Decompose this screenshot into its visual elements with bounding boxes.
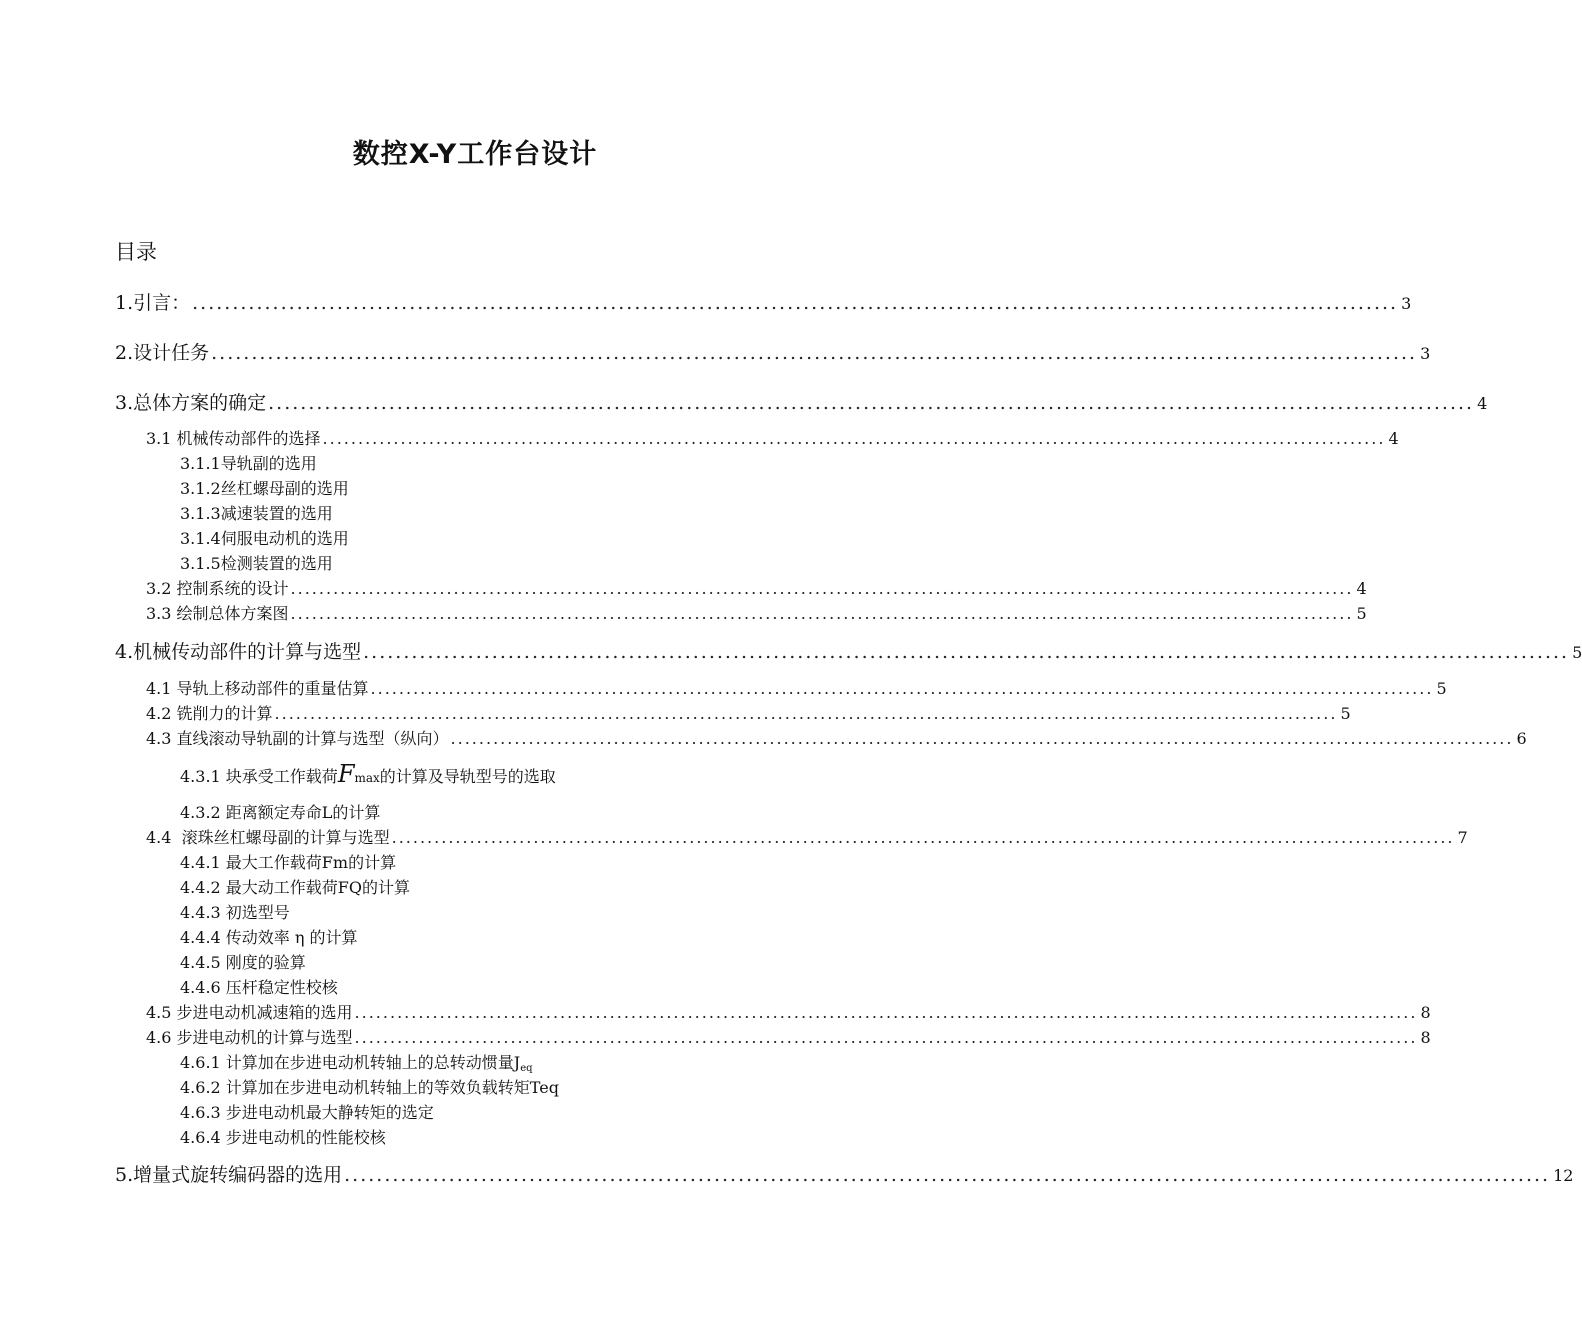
toc-page-number: 4 (1477, 394, 1488, 413)
toc-entry-3-1-5[interactable] (180, 551, 333, 574)
toc-entry-4[interactable] (115, 637, 1582, 664)
toc-entry-4-4-3[interactable] (180, 900, 290, 923)
toc-entry-label: 4.4.6 压杆稳定性校核 (180, 978, 338, 997)
toc-entry-3-1[interactable] (146, 426, 1399, 449)
toc-entry-label: 4.机械传动部件的计算与选型 (115, 641, 362, 663)
toc-page-number: 8 (1420, 1028, 1431, 1047)
toc-page-number: 5 (1436, 679, 1447, 698)
toc-entry-4-4-6[interactable] (180, 975, 338, 998)
toc-entry-label: 4.3.2 距离额定寿命L的计算 (180, 803, 381, 822)
toc-entry-label: 4.5 步进电动机减速箱的选用 (146, 1003, 353, 1022)
toc-entry-label-text: 4.6.1 计算加在步进电动机转轴上的总转动惯量J (180, 1053, 521, 1072)
toc-leader-dots: ...................................................................................................................................................... (354, 1003, 1418, 1022)
toc-entry-label-text: 的计算及导轨型号的选取 (379, 767, 556, 786)
toc-entry-label: 4.6 步进电动机的计算与选型 (146, 1028, 353, 1047)
toc-entry-label: 1.引言： (115, 292, 191, 314)
toc-entry-4-6-4[interactable] (180, 1125, 386, 1148)
toc-entry-label: 3.1.3减速装置的选用 (180, 504, 333, 523)
toc-entry-3-1-3[interactable] (180, 501, 333, 524)
toc-entry-3-1-2[interactable] (180, 476, 349, 499)
toc-entry-label: 3.3 绘制总体方案图 (146, 604, 289, 623)
toc-page-number: 4 (1356, 579, 1367, 598)
toc-entry-label: 3.总体方案的确定 (115, 392, 267, 414)
toc-leader-dots: ...................................................................................................................................................... (363, 641, 1570, 663)
toc-entry-4-4-5[interactable] (180, 950, 306, 973)
toc-leader-dots: ...................................................................................................................................................... (268, 392, 1475, 414)
toc-page-number: 5 (1356, 604, 1367, 623)
toc-entry-label: 3.1.4伺服电动机的选用 (180, 529, 349, 548)
toc-page-number: 5 (1572, 643, 1582, 662)
toc-entry-4-3[interactable] (146, 726, 1527, 749)
toc-entry-label-text: 4.3.1 块承受工作载荷 (180, 767, 338, 786)
toc-entry-4-4-1[interactable] (180, 850, 396, 873)
toc-entry-label: 3.1 机械传动部件的选择 (146, 429, 321, 448)
toc-entry-label: 4.6.3 步进电动机最大静转矩的选定 (180, 1103, 434, 1122)
toc-entry-label: 2.设计任务 (115, 342, 210, 364)
toc-entry-3-3[interactable] (146, 601, 1367, 624)
toc-entry-label: 4.4.4 传动效率 η 的计算 (180, 928, 358, 947)
toc-entry-label: 4.6.4 步进电动机的性能校核 (180, 1128, 386, 1147)
toc-entry-5[interactable] (115, 1160, 1574, 1187)
toc-entry-4-3-1[interactable] (180, 760, 556, 788)
toc-entry-label: 4.4.2 最大动工作载荷FQ的计算 (180, 878, 411, 897)
toc-page-number: 7 (1457, 828, 1468, 847)
toc-entry-4-6-2[interactable] (180, 1075, 559, 1098)
toc-page-number: 3 (1401, 294, 1412, 313)
toc-entry-label: 4.4.1 最大工作载荷Fm的计算 (180, 853, 397, 872)
toc-entry-4-4-4[interactable] (180, 925, 358, 948)
toc-entry-label: 3.2 控制系统的设计 (146, 579, 289, 598)
toc-leader-dots: ...................................................................................................................................................... (322, 429, 1386, 448)
toc-leader-dots: ...................................................................................................................................................... (370, 679, 1434, 698)
toc-leader-dots: ...................................................................................................................................................... (290, 579, 1354, 598)
toc-entry-label: 4.6.2 计算加在步进电动机转轴上的等效负载转矩Teq (180, 1078, 559, 1097)
toc-entry-4-2[interactable] (146, 701, 1351, 724)
toc-leader-dots: ...................................................................................................................................................... (344, 1164, 1551, 1186)
toc-entry-4-5[interactable] (146, 1000, 1431, 1023)
toc-entry-2[interactable] (115, 338, 1431, 365)
toc-page-number: 5 (1340, 704, 1351, 723)
toc-entry-label: 4.2 铣削力的计算 (146, 704, 273, 723)
toc-leader-dots: ...................................................................................................................................................... (192, 292, 1399, 314)
toc-page-number: 8 (1420, 1003, 1431, 1022)
toc-heading: 目录 (115, 240, 157, 264)
toc-entry-label: 3.1.2丝杠螺母副的选用 (180, 479, 349, 498)
toc-leader-dots: ...................................................................................................................................................... (290, 604, 1354, 623)
toc-leader-dots: ...................................................................................................................................................... (211, 342, 1418, 364)
toc-leader-dots: ...................................................................................................................................................... (450, 729, 1514, 748)
toc-entry-4-6-1[interactable] (180, 1050, 533, 1074)
toc-page-number: 12 (1553, 1166, 1574, 1185)
toc-leader-dots: ...................................................................................................................................................... (274, 704, 1338, 723)
toc-entry-label: 5.增量式旋转编码器的选用 (115, 1164, 343, 1186)
toc-entry-label: 4.4.5 刚度的验算 (180, 953, 306, 972)
toc-entry-4-3-2[interactable] (180, 800, 380, 823)
toc-entry-4-4[interactable] (146, 825, 1468, 848)
toc-page-number: 6 (1516, 729, 1527, 748)
document-title: 数控X-Y工作台设计 (352, 139, 598, 170)
toc-entry-label: 4.4 滚珠丝杠螺母副的计算与选型 (146, 828, 390, 847)
toc-entry-label (180, 1050, 533, 1074)
toc-entry-4-1[interactable] (146, 676, 1447, 699)
toc-entry-label: 4.4.3 初选型号 (180, 903, 290, 922)
toc-entry-3-2[interactable] (146, 576, 1367, 599)
toc-entry-4-6[interactable] (146, 1025, 1431, 1048)
fmax-symbol: F (337, 760, 355, 788)
toc-leader-dots: ...................................................................................................................................................... (391, 828, 1455, 847)
toc-entry-3-1-4[interactable] (180, 526, 349, 549)
toc-page-number: 4 (1388, 429, 1399, 448)
toc-entry-4-4-2[interactable] (180, 875, 410, 898)
jeq-subscript: eq (520, 1063, 533, 1074)
toc-leader-dots: ...................................................................................................................................................... (354, 1028, 1418, 1047)
toc-entry-label: 3.1.1导轨副的选用 (180, 454, 317, 473)
toc-entry-1[interactable] (115, 288, 1412, 315)
toc-entry-label (180, 760, 556, 788)
toc-entry-3-1-1[interactable] (180, 451, 317, 474)
toc-entry-label: 4.1 导轨上移动部件的重量估算 (146, 679, 369, 698)
toc-entry-4-6-3[interactable] (180, 1100, 434, 1123)
toc-entry-3[interactable] (115, 388, 1488, 415)
fmax-subscript: max (354, 771, 380, 785)
toc-entry-label: 4.3 直线滚动导轨副的计算与选型（纵向） (146, 729, 449, 748)
toc-page-number: 3 (1420, 344, 1431, 363)
toc-entry-label: 3.1.5检测装置的选用 (180, 554, 333, 573)
